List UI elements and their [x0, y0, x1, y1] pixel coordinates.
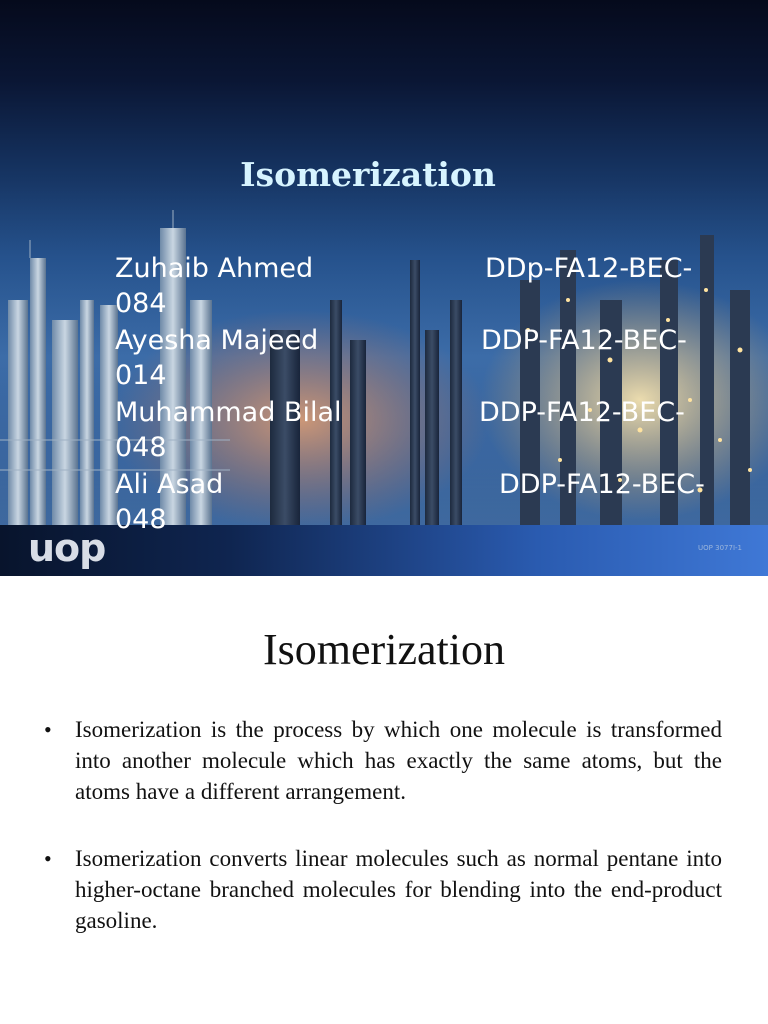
member-row	[115, 468, 735, 540]
member-reg-number: 048	[115, 432, 167, 463]
slide-heading: Isomerization	[263, 625, 505, 674]
bullet-text: Isomerization converts linear molecules such as normal pentane into higher-octane branched molecules for blending into the end-product gasoline.	[75, 846, 722, 933]
bullet-list	[44, 714, 722, 972]
bullet-dot-icon: •	[44, 717, 52, 742]
member-list	[115, 252, 735, 540]
content-slide	[0, 596, 768, 1024]
member-row	[115, 396, 735, 468]
bullet-item	[44, 843, 722, 936]
slide-title: Isomerization	[240, 155, 496, 194]
member-reg: DDP-FA12-BEC-	[479, 397, 685, 428]
member-reg: DDP-FA12-BEC-	[499, 469, 705, 500]
member-name: Zuhaib Ahmed	[115, 253, 314, 284]
bullet-item	[44, 714, 722, 807]
member-row	[115, 252, 735, 324]
member-name: Ayesha Majeed	[115, 325, 319, 356]
member-row	[115, 324, 735, 396]
member-reg-number: 048	[115, 504, 167, 535]
bullet-text: Isomerization is the process by which one molecule is transformed into another molecule which has exactly the same atoms, but the atoms have a different arrangement.	[75, 717, 722, 804]
member-reg-number: 014	[115, 360, 167, 391]
member-name: Muhammad Bilal	[115, 397, 342, 428]
member-reg: DDP-FA12-BEC-	[481, 325, 687, 356]
bullet-dot-icon: •	[44, 846, 52, 871]
member-reg-number: 084	[115, 288, 167, 319]
slide-code: UOP 3077I-1	[698, 544, 742, 552]
member-name: Ali Asad	[115, 469, 224, 500]
uop-logo: uop	[28, 526, 106, 570]
member-reg: DDp-FA12-BEC-	[485, 253, 693, 284]
